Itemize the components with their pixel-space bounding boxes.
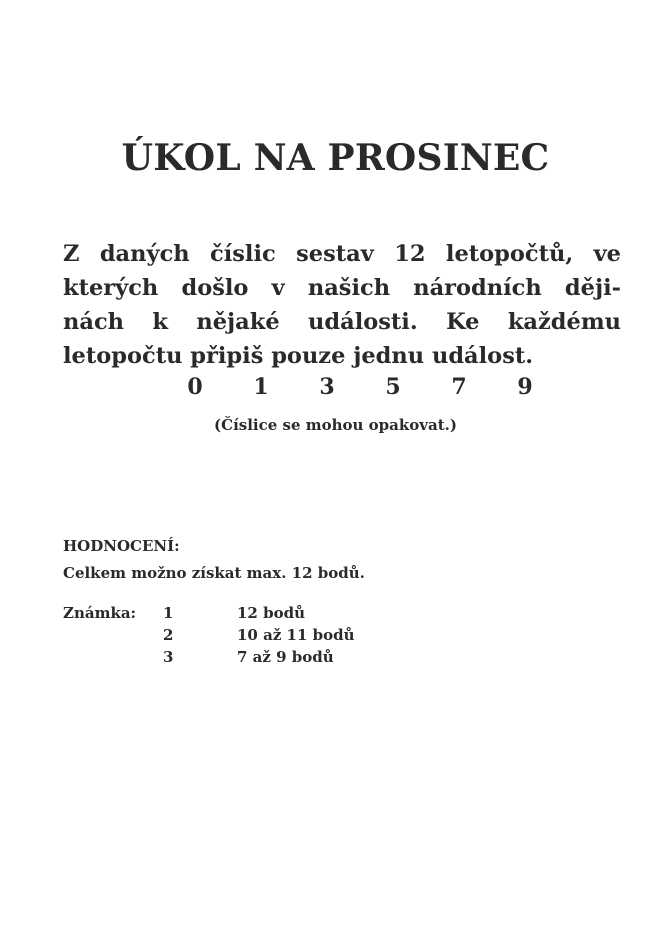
task-line: kterých došlo v našich národních ději- xyxy=(63,275,621,301)
grade-points: 10 až 11 bodů xyxy=(237,626,355,644)
evaluation-text: Celkem možno získat max. 12 bodů. xyxy=(63,564,365,582)
grade-number: 3 xyxy=(163,648,174,666)
evaluation-heading: HODNOCENÍ: xyxy=(63,537,180,555)
digit: 7 xyxy=(451,374,467,400)
grade-points: 7 až 9 bodů xyxy=(237,648,334,666)
digit: 1 xyxy=(253,374,269,400)
digit: 5 xyxy=(385,374,401,400)
repeat-note: (Číslice se mohou opakovat.) xyxy=(214,416,457,434)
page-title: ÚKOL NA PROSINEC xyxy=(121,137,550,179)
task-paragraph xyxy=(63,237,621,373)
grades-table xyxy=(63,602,355,668)
task-line: letopočtu připiš pouze jednu událost. xyxy=(63,343,534,369)
grade-number: 1 xyxy=(163,604,174,622)
grade-row xyxy=(63,646,355,668)
grade-label: Známka: xyxy=(63,604,137,622)
digit: 9 xyxy=(517,374,533,400)
task-line: Z daných číslic sestav 12 letopočtů, ve xyxy=(63,241,621,267)
grade-row xyxy=(63,602,355,624)
grade-number: 2 xyxy=(163,626,174,644)
task-line: nách k nějaké události. Ke každému xyxy=(63,309,621,335)
digits-row xyxy=(175,372,545,402)
digit: 3 xyxy=(319,374,335,400)
grade-points: 12 bodů xyxy=(237,604,305,622)
grade-row xyxy=(63,624,355,646)
digit: 0 xyxy=(187,374,203,400)
